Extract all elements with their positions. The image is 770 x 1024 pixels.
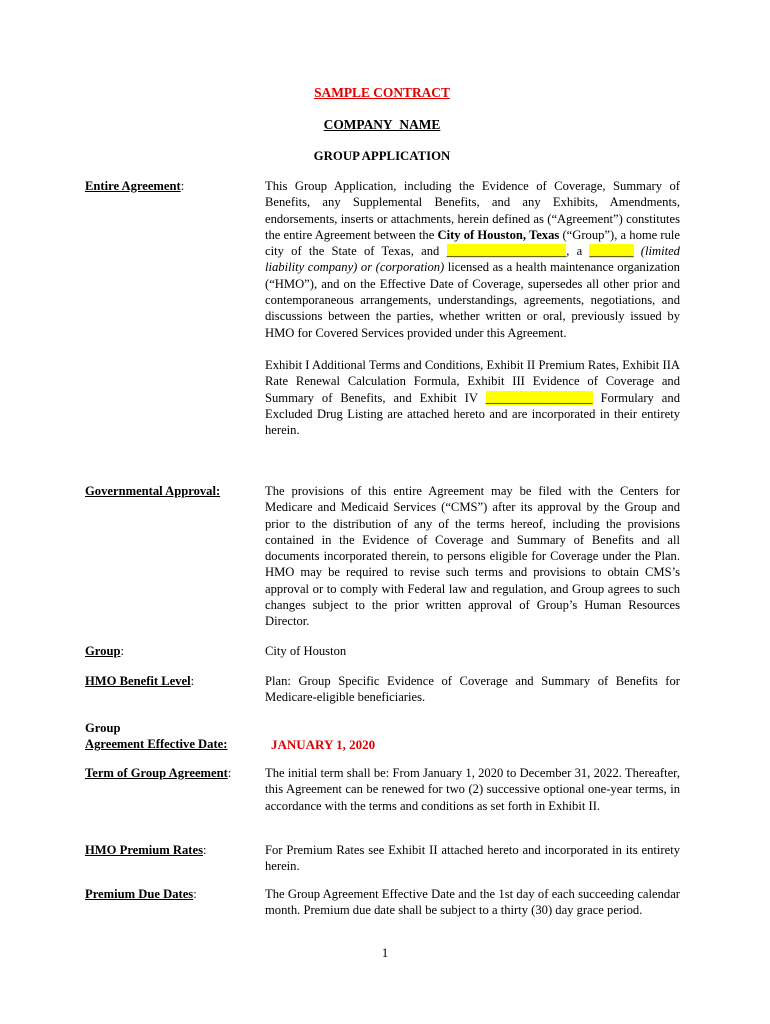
hmo-benefit-level-value: Plan: Group Specific Evidence of Coverage and Summary of Benefits for Medicare-eligible beneficiaries. [265, 674, 680, 705]
company-name-heading: COMPANY NAME [323, 117, 441, 132]
premium-due-dates-label: Premium Due Dates: [85, 887, 197, 901]
premium-rates-value: For Premium Rates see Exhibit II attached hereto and incorporated in its entirety herein. [265, 843, 680, 874]
company-name-blank: ___________________ [446, 244, 567, 259]
governmental-approval-label: Governmental Approval: [85, 484, 221, 498]
group-application-heading: GROUP APPLICATION [313, 149, 451, 163]
effective-date-value: JANUARY 1, 2020 [271, 737, 376, 752]
page-number: 1 [381, 946, 389, 960]
hmo-benefit-level-label: HMO Benefit Level: [85, 674, 195, 688]
entity-type-blank: _______ [589, 244, 634, 259]
formulary-name-blank: _________________ [485, 390, 593, 405]
governmental-approval-text: The provisions of this entire Agreement may be filed with the Centers for Medicare and Medicaid Services (“CMS”) after its approval by the Group and prior to the distribution of any of the terms hereof, including the provisions contained in the Evidence of Coverage and Summary of Benefits and all documents incorporated therein, to persons eligible for Coverage under the Plan. HMO may be required to revise such terms and provisions to obtain CMS’s approval or to comply with Federal law and regulation, and Group agrees to such changes subject to the prior written approval of Group’s Human Resources Director. [265, 484, 680, 629]
premium-due-dates-value: The Group Agreement Effective Date and the 1st day of each succeeding calendar month. Premium due date shall be subject to a thirty (30) day grace period. [265, 887, 680, 918]
entire-agreement-paragraph-1: This Group Application, including the Evidence of Coverage, Summary of Benefits, any Supplemental Benefits, and any Exhibits, Amendments, endorsements, inserts or attachments, herein defined as (“Agreement”) constitutes the entire Agreement between the City of Houston, Texas (“Group”), a home rule city of the State of Texas, and ___________________, a _______ (limited liability company) or (corporation) licensed as a health maintenance organization (“HMO”), and on the Effective Date of Coverage, supersedes all other prior and contemporaneous arrangements, understandings, agreements, negotiations, and discussions between the parties, whether written or oral, previously issued by HMO for Covered Services provided under this Agreement. [265, 179, 681, 340]
group-value: City of Houston [265, 644, 347, 658]
term-value: The initial term shall be: From January 1, 2020 to December 31, 2022. Thereafter, this Agreement can be renewed for two (2) successive optional one-year terms, in accordance with the terms and conditions as set forth in Exhibit II. [265, 766, 680, 813]
sample-contract-title: SAMPLE CONTRACT [314, 85, 450, 100]
term-label: Term of Group Agreement: [85, 766, 232, 780]
premium-rates-label: HMO Premium Rates: [85, 843, 207, 857]
effective-date-label: Group Agreement Effective Date: [85, 721, 228, 752]
group-label: Group: [85, 644, 124, 658]
entire-agreement-label: Entire Agreement: [85, 179, 185, 193]
entire-agreement-text [265, 178, 680, 454]
entire-agreement-paragraph-2: Exhibit I Additional Terms and Conditions, Exhibit II Premium Rates, Exhibit IIA Rate Renewal Calculation Formula, Exhibit III Evidence of Coverage and Summary of Benefits, and Exhibit IV _________________ Formulary and Excluded Drug Listing are attached hereto and are incorporated in their entirety herein. [265, 357, 680, 438]
